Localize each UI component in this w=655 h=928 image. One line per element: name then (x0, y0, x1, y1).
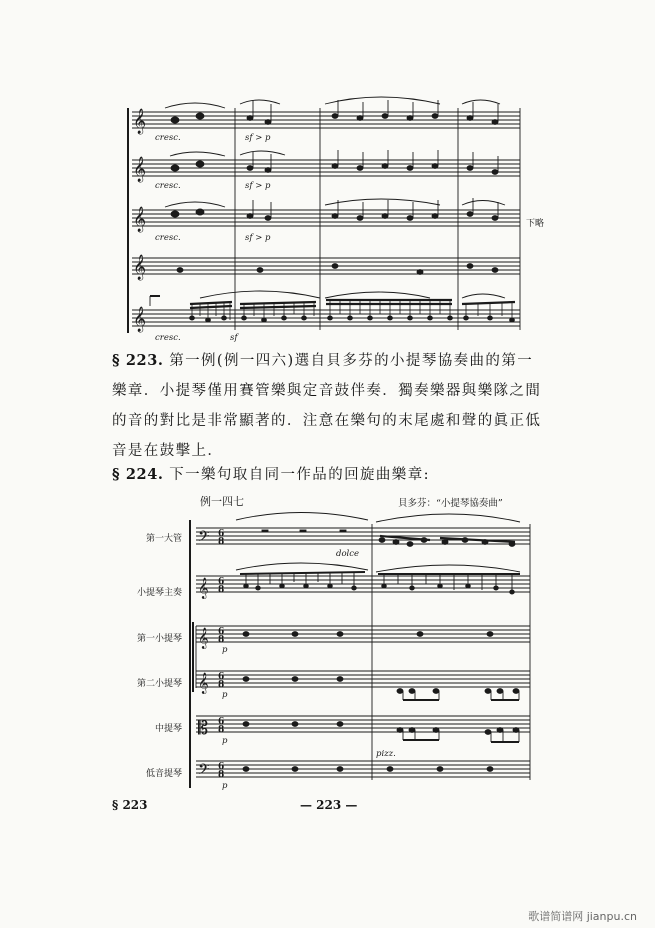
svg-text:sf > p: sf > p (245, 233, 271, 243)
section-number-223: § 223. (112, 352, 164, 369)
svg-text:8: 8 (218, 537, 225, 547)
svg-text:cresc.: cresc. (155, 233, 181, 243)
instrument-label-violin-2: 第二小提琴 (136, 679, 182, 689)
instrument-label-violin-1: 第一小提琴 (136, 634, 182, 644)
footer-section-ref: § 223 (112, 798, 148, 812)
instrument-label-viola: 中提琴 (154, 724, 182, 734)
svg-text:cresc.: cresc. (155, 333, 181, 343)
instrument-label-solo-violin: 小提琴主奏 (136, 588, 182, 598)
svg-text:sf: sf (230, 333, 238, 343)
svg-text:𝄡: 𝄡 (198, 718, 209, 739)
svg-text:sf > p: sf > p (245, 181, 271, 191)
svg-text:𝄞: 𝄞 (133, 157, 147, 182)
example-source: 貝多芬：“小提琴協奏曲” (398, 498, 503, 509)
paragraph-224-text: 下一樂句取自同一作品的回旋曲樂章: (169, 467, 430, 483)
svg-text:8: 8 (218, 770, 225, 780)
svg-text:𝄢: 𝄢 (198, 528, 210, 549)
svg-text:𝄞: 𝄞 (198, 628, 209, 649)
dyn-p-viola: p (222, 736, 228, 746)
svg-text:6: 6 (218, 529, 225, 539)
svg-text:6: 6 (218, 577, 225, 587)
dyn-p-bass: p (222, 781, 228, 791)
svg-text:8: 8 (218, 725, 225, 735)
watermark: 歌谱简谱网 jianpu.cn (528, 910, 637, 923)
svg-text:𝄞: 𝄞 (133, 109, 147, 134)
svg-text:𝄞: 𝄞 (133, 255, 147, 280)
svg-text:6: 6 (218, 672, 225, 682)
dyn-p-violin-1: p (222, 645, 228, 655)
example-label: 例一四七 (200, 495, 244, 508)
svg-text:6: 6 (218, 627, 225, 637)
instrument-label-double-bass: 低音提琴 (145, 769, 182, 779)
svg-text:6: 6 (218, 717, 225, 727)
svg-text:𝄞: 𝄞 (198, 673, 209, 694)
svg-text:𝄞: 𝄞 (133, 307, 147, 332)
svg-text:8: 8 (218, 585, 225, 595)
dyn-p-violin-2: p (222, 690, 228, 700)
instrument-label-bassoon: 第一大管 (145, 534, 182, 544)
svg-text:8: 8 (218, 680, 225, 690)
ex-staff-bassoon (196, 528, 530, 544)
svg-text:cresc.: cresc. (155, 181, 181, 191)
dyn-dolce: dolce (336, 549, 360, 559)
dyn-cresc-1: cresc. (155, 133, 181, 143)
dyn-sfp-1: sf > p (245, 133, 271, 143)
svg-text:6: 6 (218, 762, 225, 772)
svg-text:𝄞: 𝄞 (133, 207, 147, 232)
side-mark-omitted: 下略 (526, 219, 545, 229)
svg-text:𝄞: 𝄞 (198, 578, 209, 599)
dyn-pizz: pizz. (376, 749, 396, 759)
paragraph-223-text: 第一例(例一四六)選自貝多芬的小提琴協奏曲的第一樂章．小提琴僅用賽管樂與定音鼓伴奏．獨奏樂器與樂隊之間的音的對比是非常顯著的．注意在樂句的末尾處和聲的眞正低音是在鼓擊上． (112, 353, 542, 459)
section-number-224: § 224. (112, 466, 164, 483)
svg-text:𝄢: 𝄢 (198, 761, 210, 782)
page-number: — 223 — (300, 798, 358, 812)
svg-text:8: 8 (218, 635, 225, 645)
